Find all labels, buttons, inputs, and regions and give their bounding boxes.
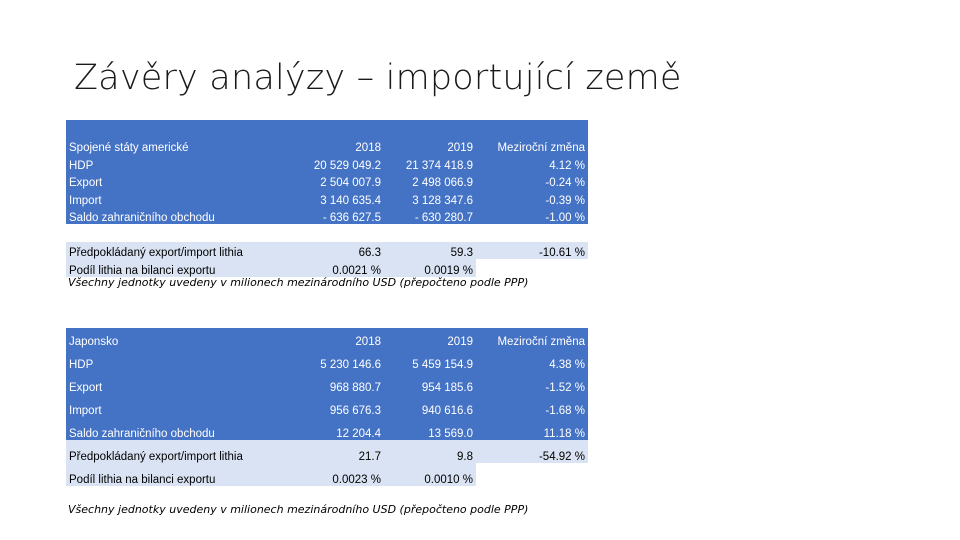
row-label: Předpokládaný export/import lithia <box>66 440 294 463</box>
header-change: Meziroční změna <box>476 120 588 154</box>
header-2019: 2019 <box>384 120 476 154</box>
table-row <box>66 417 588 440</box>
row-label: Export <box>66 172 294 190</box>
row-label: Import <box>66 189 294 207</box>
cell-2018: 968 880.7 <box>294 371 384 394</box>
cell-2018: 20 529 049.2 <box>294 154 384 172</box>
row-label: Saldo zahraničního obchodu <box>66 417 294 440</box>
header-2018: 2018 <box>294 328 384 348</box>
cell-2018: 956 676.3 <box>294 394 384 417</box>
cell-2019: 13 569.0 <box>384 417 476 440</box>
table-row <box>66 207 588 225</box>
cell-change: -1.52 % <box>476 371 588 394</box>
cell-change: 4.12 % <box>476 154 588 172</box>
table-row <box>66 463 588 486</box>
table-row <box>66 440 588 463</box>
cell-change: -54.92 % <box>476 440 588 463</box>
table-row <box>66 371 588 394</box>
row-label: Předpokládaný export/import lithia <box>66 242 294 260</box>
table-row <box>66 242 588 260</box>
table-row <box>66 259 588 277</box>
table-row <box>66 348 588 371</box>
cell-2018: 12 204.4 <box>294 417 384 440</box>
header-country: Japonsko <box>66 328 294 348</box>
cell-2018: 5 230 146.6 <box>294 348 384 371</box>
cell-change <box>476 463 588 486</box>
cell-2018: - 636 627.5 <box>294 207 384 225</box>
table-header-row <box>66 328 588 348</box>
cell-2018: 2 504 007.9 <box>294 172 384 190</box>
cell-change: -0.24 % <box>476 172 588 190</box>
row-label: Saldo zahraničního obchodu <box>66 207 294 225</box>
cell-2018: 66.3 <box>294 242 384 260</box>
cell-change <box>476 259 588 277</box>
row-label: Podíl lithia na bilanci exportu <box>66 259 294 277</box>
cell-2019: 9.8 <box>384 440 476 463</box>
usa-units-note: Všechny jednotky uvedeny v milionech mezinárodního USD (přepočteno podle PPP) <box>68 276 529 289</box>
cell-2019: 0.0019 % <box>384 259 476 277</box>
cell-change: -0.39 % <box>476 189 588 207</box>
usa-table <box>66 120 588 277</box>
table-row <box>66 189 588 207</box>
cell-2019: 940 616.6 <box>384 394 476 417</box>
header-2018: 2018 <box>294 120 384 154</box>
cell-2019: 0.0010 % <box>384 463 476 486</box>
row-label: Export <box>66 371 294 394</box>
cell-2018: 3 140 635.4 <box>294 189 384 207</box>
slide-title: Závěry analýzy – importující země <box>74 58 682 98</box>
cell-2019: 954 185.6 <box>384 371 476 394</box>
spacer-row <box>66 224 588 242</box>
cell-2019: - 630 280.7 <box>384 207 476 225</box>
cell-2018: 0.0021 % <box>294 259 384 277</box>
row-label: HDP <box>66 154 294 172</box>
japan-units-note: Všechny jednotky uvedeny v milionech mezinárodního USD (přepočteno podle PPP) <box>68 503 529 516</box>
cell-change: -1.68 % <box>476 394 588 417</box>
cell-change: 11.18 % <box>476 417 588 440</box>
table-row <box>66 154 588 172</box>
cell-change: -10.61 % <box>476 242 588 260</box>
row-label: Import <box>66 394 294 417</box>
cell-2019: 21 374 418.9 <box>384 154 476 172</box>
cell-2018: 0.0023 % <box>294 463 384 486</box>
header-2019: 2019 <box>384 328 476 348</box>
cell-2019: 5 459 154.9 <box>384 348 476 371</box>
header-country: Spojené státy americké <box>66 120 294 154</box>
table-row <box>66 394 588 417</box>
table-row <box>66 172 588 190</box>
japan-table <box>66 328 588 486</box>
table-header-row <box>66 120 588 154</box>
row-label: Podíl lithia na bilanci exportu <box>66 463 294 486</box>
header-change: Meziroční změna <box>476 328 588 348</box>
cell-2019: 2 498 066.9 <box>384 172 476 190</box>
cell-change: -1.00 % <box>476 207 588 225</box>
cell-2018: 21.7 <box>294 440 384 463</box>
cell-change: 4.38 % <box>476 348 588 371</box>
row-label: HDP <box>66 348 294 371</box>
cell-2019: 59.3 <box>384 242 476 260</box>
cell-2019: 3 128 347.6 <box>384 189 476 207</box>
